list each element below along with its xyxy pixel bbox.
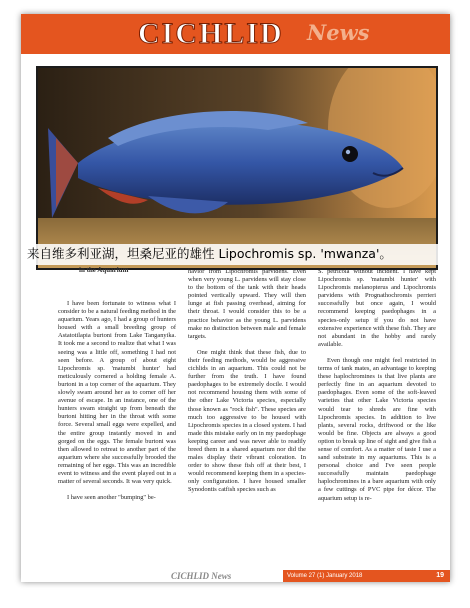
page-footer xyxy=(21,570,450,582)
paragraph: I have seen another "bumping" be- xyxy=(67,494,156,502)
footer-bar xyxy=(283,570,450,582)
page-number: 19 xyxy=(436,572,444,579)
paragraph: Even though one might feel restricted in terms of tank mates, an advantage to keeping these haplochromines is that live plants are perfectly fine in an aquarium devoted to paedophages. Even some of the soft-leaved varieties that other Lake Victoria species would tear to shreds are fine with Lipochromis species. In addition to live plants, several rocks, driftwood or the like would be fine. Objects are always a good option to break up line of sight and give fish a sense of comfort. As a matter of taste I use a sand substrate in my aquariums. This is a personal choice and I've seen people successfully maintain paedophage haplochromines in a bare aquarium with only a few cuttings of PVC pipe for décor. The aquarium setup is re- xyxy=(318,356,436,502)
photo-caption: 来自维多利亚湖，坦桑尼亚的雄性 Lipochromis sp. 'mwanza'。 xyxy=(23,244,450,265)
paragraph: S. petricola without incident. I have kept Lipochromis sp. 'matumbi hunter' with Lipochromis melanopterus and Lipochromis parvidens with Prognathochromis perrieri successfully but once again, I would recommend keeping paedophages in a species-only setup if you do not have extensive experience with these fish. They are not abundant in the hobby and rarely available. xyxy=(318,268,436,348)
issue-info: Volume 27 (1) January 2018 xyxy=(287,573,363,579)
fish-photo xyxy=(36,66,438,270)
paragraph: One might think that these fish, due to their feeding methods, would be aggressive cichlids in an aquarium. This could not be further from the truth. I have found paedophages to be extremely docile. I would not recommend housing them with some of the other Lake Victoria species, especially those known as "rock fish". These species are much too aggressive to be housed with Lipochromis species in a closed system. I had made this mistake early on in my paedophage keeping career and was never able to readily breed them in a shared aquarium nor did the males display their vibrant coloration. In order to show these fish off at their best, I would recommend keeping them in a species-only configuration. I have housed smaller Synodontis catfish species such as xyxy=(188,348,306,494)
fish-illustration xyxy=(38,68,436,268)
article-column-3 xyxy=(318,268,436,511)
section-heading: in the Aquarium xyxy=(79,266,129,274)
magazine-page xyxy=(21,14,450,582)
article-column-1 xyxy=(58,300,176,510)
section-title: News xyxy=(307,20,370,45)
article-column-2 xyxy=(188,268,306,503)
magazine-title: CICHLID xyxy=(138,17,284,50)
paragraph: havior from Lipochromis parvidens. Even when very young L. parvidens will stay close to the bottom of the tank with their heads pointed vertically upward. They will then lunge at fish passing overhead, aiming for their throat. I would consider this to be a practice behavior as the young L. parvidens make no distinction between male and female targets. xyxy=(188,268,306,340)
paragraph: I have been fortunate to witness what I consider to be a natural feeding method in the aquarium. Years ago, I had a group of hunters housed with a small breeding group of Astatotilapia burtoni from Lake Tanganyika. It took me a second to realize that what I was seeing was a little off, something I had not seen before. A group of about eight Lipochromis sp. 'matumbi hunter' had meticulously cornered a holding female A. burtoni in a top corner of the aquarium. They slowly swam around her as to corner off her avenue of escape. In an instance, one of the hunters swam straight up from beneath the burtoni hitting her in the throat with some force. Several small eggs were expelled, and the entire group instantly moved in and gorged on the eggs. The female burtoni was then allowed to retreat to another part of the aquarium where she successfully brooded the remaining of her eggs. This was an incredible event to witness and the event played out in a matter of several seconds. It was very quick. xyxy=(58,300,176,486)
footer-logo: CICHLID News xyxy=(171,571,232,581)
header-banner xyxy=(21,14,450,54)
